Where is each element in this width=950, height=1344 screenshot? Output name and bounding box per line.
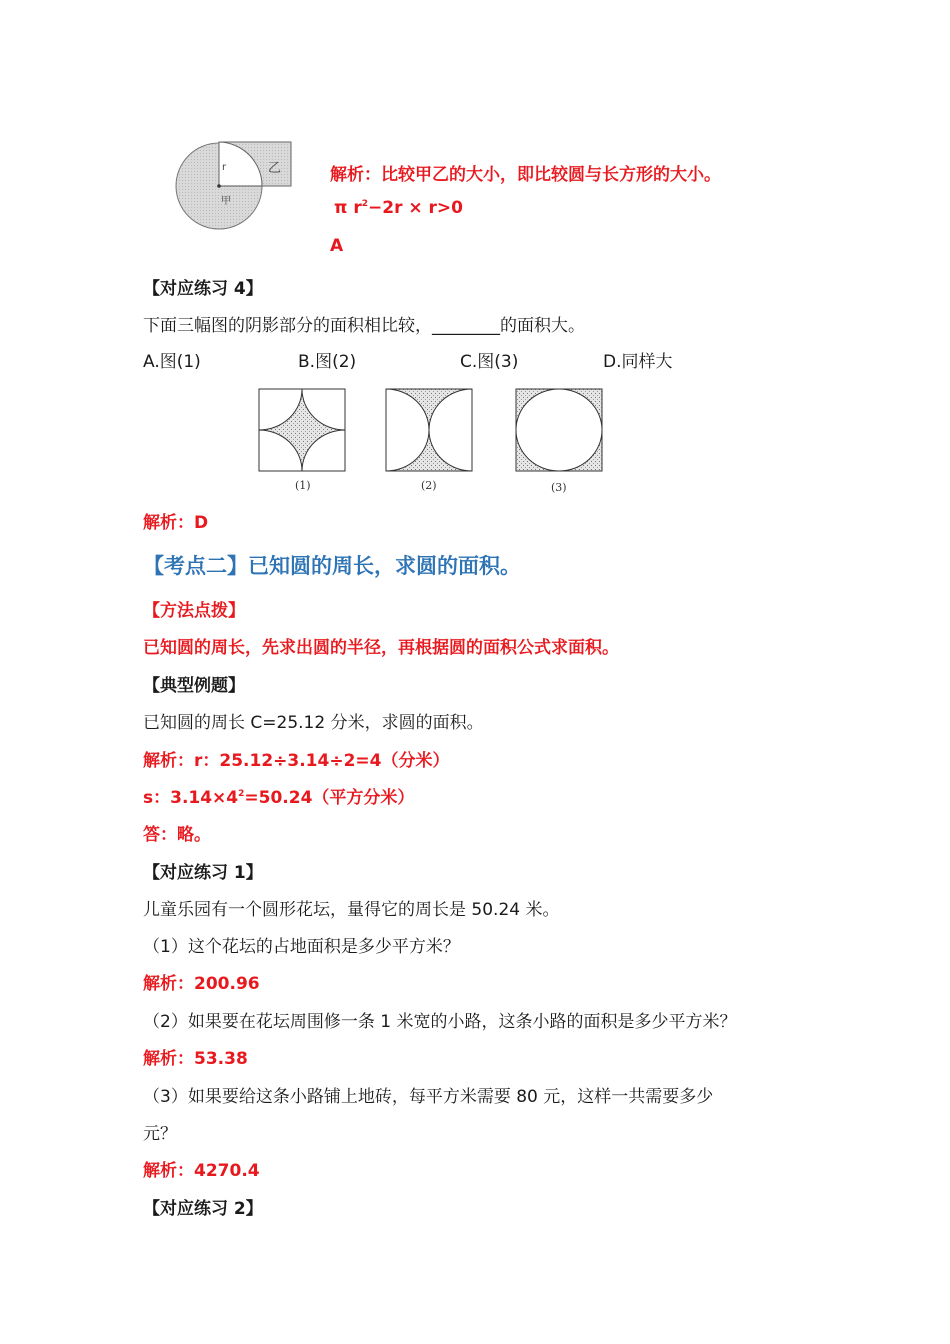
label-yi: 乙 (268, 161, 282, 176)
fig2-label: (2) (421, 479, 437, 492)
practice4-heading: 【对应练习 4】 (143, 279, 263, 299)
solution-line2: s：$3.14\times 4^2=50.24$（平方分米） (143, 788, 415, 808)
top-analysis-line3: A (330, 236, 344, 256)
practice4-question: 下面三幅图的阴影部分的面积相比较，________的面积大。 (143, 316, 585, 336)
example-heading: 【典型例题】 (143, 676, 245, 696)
solution-line1: 解析：r：25.12÷3.14÷2=4（分米） (143, 751, 450, 771)
method-text: 已知圆的周长，先求出圆的半径，再根据圆的面积公式求面积。 (143, 638, 619, 658)
practice1-a2: 解析：53.38 (143, 1049, 248, 1069)
circle-rectangle-figure (170, 138, 320, 238)
fig3-label: (3) (551, 481, 567, 494)
figure-2 (386, 389, 472, 492)
practice1-question: 儿童乐园有一个圆形花坛，量得它的周长是 50.24 米。 (143, 900, 560, 920)
example-question: 已知圆的周长 C=25.12 分米，求圆的面积。 (143, 713, 484, 733)
section2-heading: 【考点二】已知圆的周长，求圆的面积。 (143, 554, 521, 578)
practice1-q3-line2: 元？ (143, 1124, 177, 1144)
solution-line3: 答：略。 (143, 825, 211, 845)
top-analysis-line1: 解析：比较甲乙的大小，即比较圆与长方形的大小。 (330, 165, 721, 185)
top-analysis-line2: π $r^2-2r \times r>0$ (334, 198, 464, 218)
option-b: B.图(2) (298, 352, 357, 372)
practice2-heading: 【对应练习 2】 (143, 1199, 263, 1219)
three-shaded-figures (255, 385, 615, 500)
label-r: r (222, 162, 227, 173)
label-jia: 甲 (221, 196, 231, 207)
method-heading: 【方法点拨】 (143, 601, 245, 621)
practice1-q1: （1）这个花坛的占地面积是多少平方米？ (143, 937, 460, 957)
practice1-a3: 解析：4270.4 (143, 1161, 260, 1181)
option-a: A.图(1) (143, 352, 201, 372)
fig1-label: (1) (295, 479, 311, 492)
practice1-q3-line1: （3）如果要给这条小路铺上地砖，每平方米需要 80 元，这样一共需要多少 (143, 1087, 714, 1107)
practice1-heading: 【对应练习 1】 (143, 863, 263, 883)
option-c: C.图(3) (460, 352, 519, 372)
practice1-q2: （2）如果要在花坛周围修一条 1 米宽的小路，这条小路的面积是多少平方米？ (143, 1012, 737, 1032)
practice4-analysis: 解析：D (143, 513, 209, 533)
figure-3 (516, 389, 602, 494)
practice1-a1: 解析：200.96 (143, 974, 260, 994)
figure-1 (259, 389, 345, 492)
option-d: D.同样大 (603, 352, 673, 372)
